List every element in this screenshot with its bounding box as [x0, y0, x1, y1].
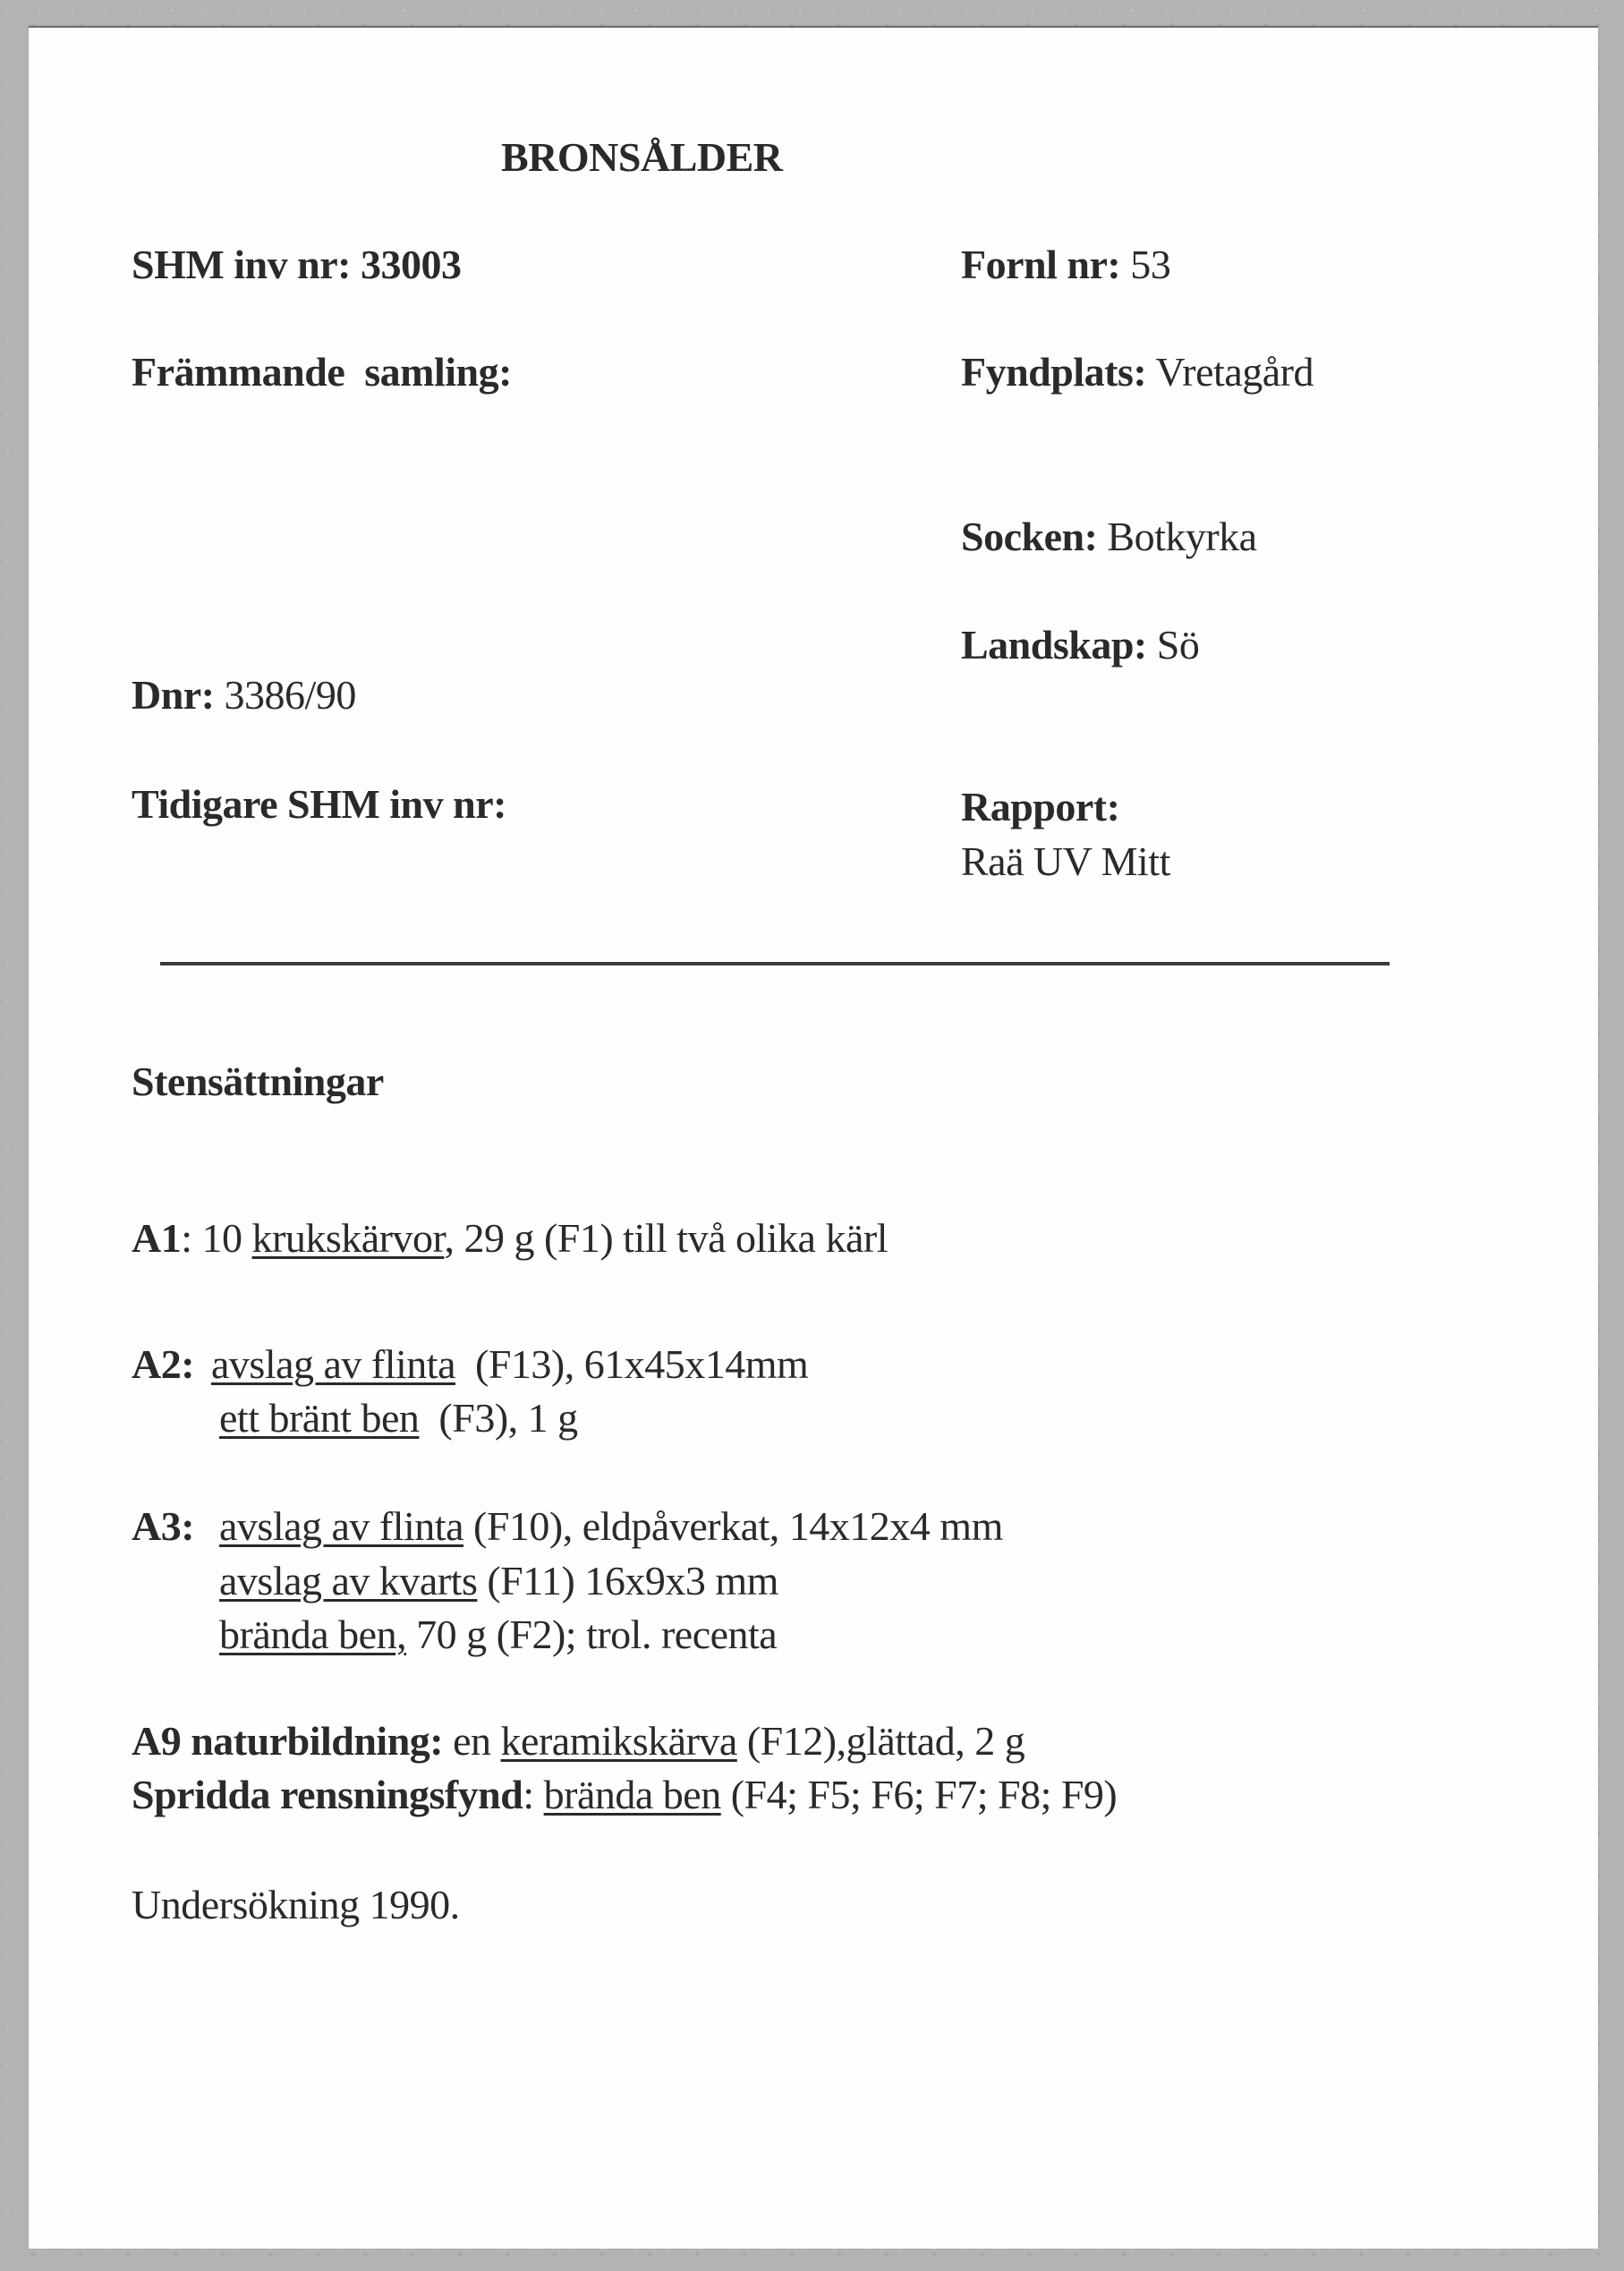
entry-a3-line-1 — [219, 1503, 1003, 1549]
fyndplats-field — [961, 349, 1314, 395]
entry-a1-pre: 10 — [191, 1215, 252, 1261]
shm-inv-nr-label: SHM inv nr: — [132, 242, 351, 287]
entry-a2-line-1-underlined: avslag av flinta — [211, 1341, 456, 1387]
rapport-label: Rapport: — [961, 784, 1120, 829]
entry-a3-line-3 — [219, 1614, 777, 1655]
entry-a3-line-2 — [219, 1558, 778, 1603]
entry-a9 — [132, 1718, 1025, 1764]
entry-a1-colon: : — [181, 1215, 192, 1261]
entry-a9-post: (F12),glättad, 2 g — [736, 1718, 1025, 1764]
entry-a3-label: A3: — [132, 1503, 195, 1549]
tidigare-shm-inv-nr-field — [132, 781, 506, 827]
entry-spridda — [132, 1774, 1117, 1816]
fyndplats-value: Vretagård — [1155, 349, 1314, 395]
dnr-value: 3386/90 — [224, 672, 356, 718]
entry-spridda-pre — [534, 1772, 544, 1817]
entry-a9-underlined: keramikskärva — [500, 1718, 737, 1764]
fornl-nr-field — [961, 244, 1170, 285]
entry-a1 — [132, 1215, 888, 1261]
section-heading: Stensättningar — [132, 1059, 384, 1104]
entry-a2-line-2-underlined: ett bränt ben — [219, 1395, 420, 1441]
entry-a2-line-2 — [219, 1395, 578, 1441]
entry-a3-line-3-underlined: brända ben, — [219, 1612, 407, 1657]
entry-a2-label: A2: — [132, 1341, 195, 1387]
entry-a2-line-1-post: (F13), 61x45x14mm — [455, 1341, 809, 1387]
fyndplats-label: Fyndplats: — [961, 349, 1147, 395]
entry-a2-line-1 — [211, 1341, 809, 1387]
entry-spridda-colon: : — [523, 1772, 534, 1817]
entry-spridda-post: (F4; F5; F6; F7; F8; F9) — [720, 1772, 1118, 1817]
entry-a1-label: A1 — [132, 1215, 182, 1261]
rapport-value: Raä UV Mitt — [961, 838, 1170, 884]
landskap-value: Sö — [1156, 622, 1200, 668]
dnr-label: Dnr: — [132, 672, 215, 718]
landskap-field — [961, 622, 1200, 668]
tidigare-shm-inv-nr-label: Tidigare SHM inv nr: — [132, 781, 506, 827]
horizontal-divider — [160, 962, 1390, 965]
entry-a3-line-2-post: (F11) 16x9x3 mm — [477, 1558, 778, 1603]
frammande-samling-field — [132, 349, 512, 395]
entry-a3-line-2-underlined: avslag av kvarts — [219, 1558, 478, 1603]
socken-label: Socken: — [961, 514, 1098, 559]
footer-note: Undersökning 1990. — [132, 1882, 460, 1927]
entry-spridda-label: Spridda rensningsfynd — [132, 1772, 523, 1817]
shm-inv-nr-value: 33003 — [360, 242, 462, 287]
entry-spridda-underlined: brända ben — [543, 1772, 721, 1817]
socken-value: Botkyrka — [1107, 514, 1257, 559]
frammande-samling-label: Främmande samling: — [132, 349, 512, 395]
landskap-label: Landskap: — [961, 622, 1147, 668]
entry-a9-label: A9 naturbildning: — [132, 1718, 444, 1764]
entry-a9-pre: en — [443, 1718, 501, 1764]
entry-a1-underlined: krukskärvor — [251, 1215, 445, 1261]
entry-a1-post: , 29 g (F1) till två olika kärl — [444, 1215, 888, 1261]
entry-a3-line-1-post: (F10), eldpåverkat, 14x12x4 mm — [463, 1503, 1003, 1549]
fornl-nr-value: 53 — [1130, 242, 1171, 287]
entry-a2-line-2-post: (F3), 1 g — [419, 1395, 578, 1441]
catalog-card — [29, 26, 1598, 2249]
dnr-field — [132, 672, 356, 718]
shm-inv-nr-field — [132, 244, 461, 285]
fornl-nr-label: Fornl nr: — [961, 242, 1121, 287]
document-title: BRONSÅLDER — [501, 134, 783, 180]
entry-a3-line-3-post: 70 g (F2); trol. recenta — [406, 1612, 778, 1657]
socken-field — [961, 516, 1257, 557]
entry-a3-line-1-underlined: avslag av flinta — [219, 1503, 464, 1549]
